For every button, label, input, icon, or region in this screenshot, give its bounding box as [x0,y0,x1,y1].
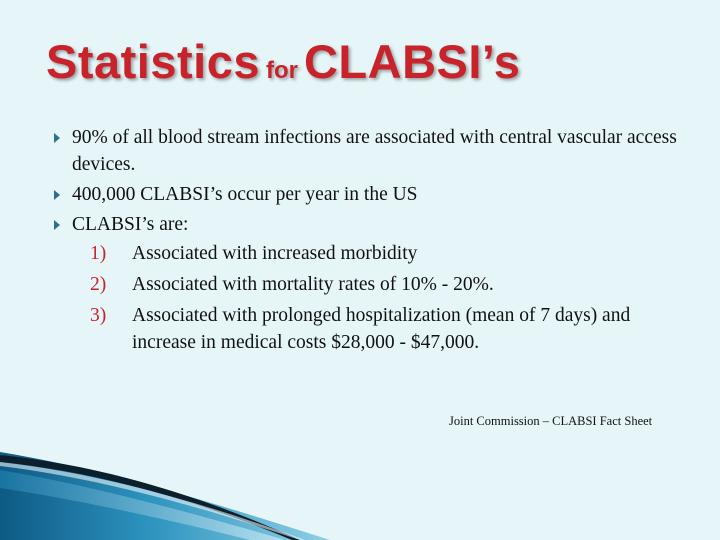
item-number: 2) [90,274,107,295]
bullet-text: CLABSI’s are: [72,214,189,235]
item-number: 3) [90,305,107,326]
bullet-text: 90% of all blood stream infections are associated with central vascular access devices. [72,127,677,175]
item-text: Associated with prolonged hospitalization (mean of 7 days) and increase in medical costs $28,000 - $47,000. [132,305,631,353]
item-text: Associated with increased morbidity [132,243,418,264]
bullet-text: 400,000 CLABSI’s occur per year in the US [72,184,418,205]
title-part-for: for [265,57,298,84]
item-text: Associated with mortality rates of 10% - 20%. [132,274,494,295]
source-citation: Joint Commission – CLABSI Fact Sheet [449,414,653,428]
title-part-clabsi: CLABSI’s [303,35,521,88]
title-part-statistics: Statistics [46,35,260,88]
item-number: 1) [90,243,107,264]
